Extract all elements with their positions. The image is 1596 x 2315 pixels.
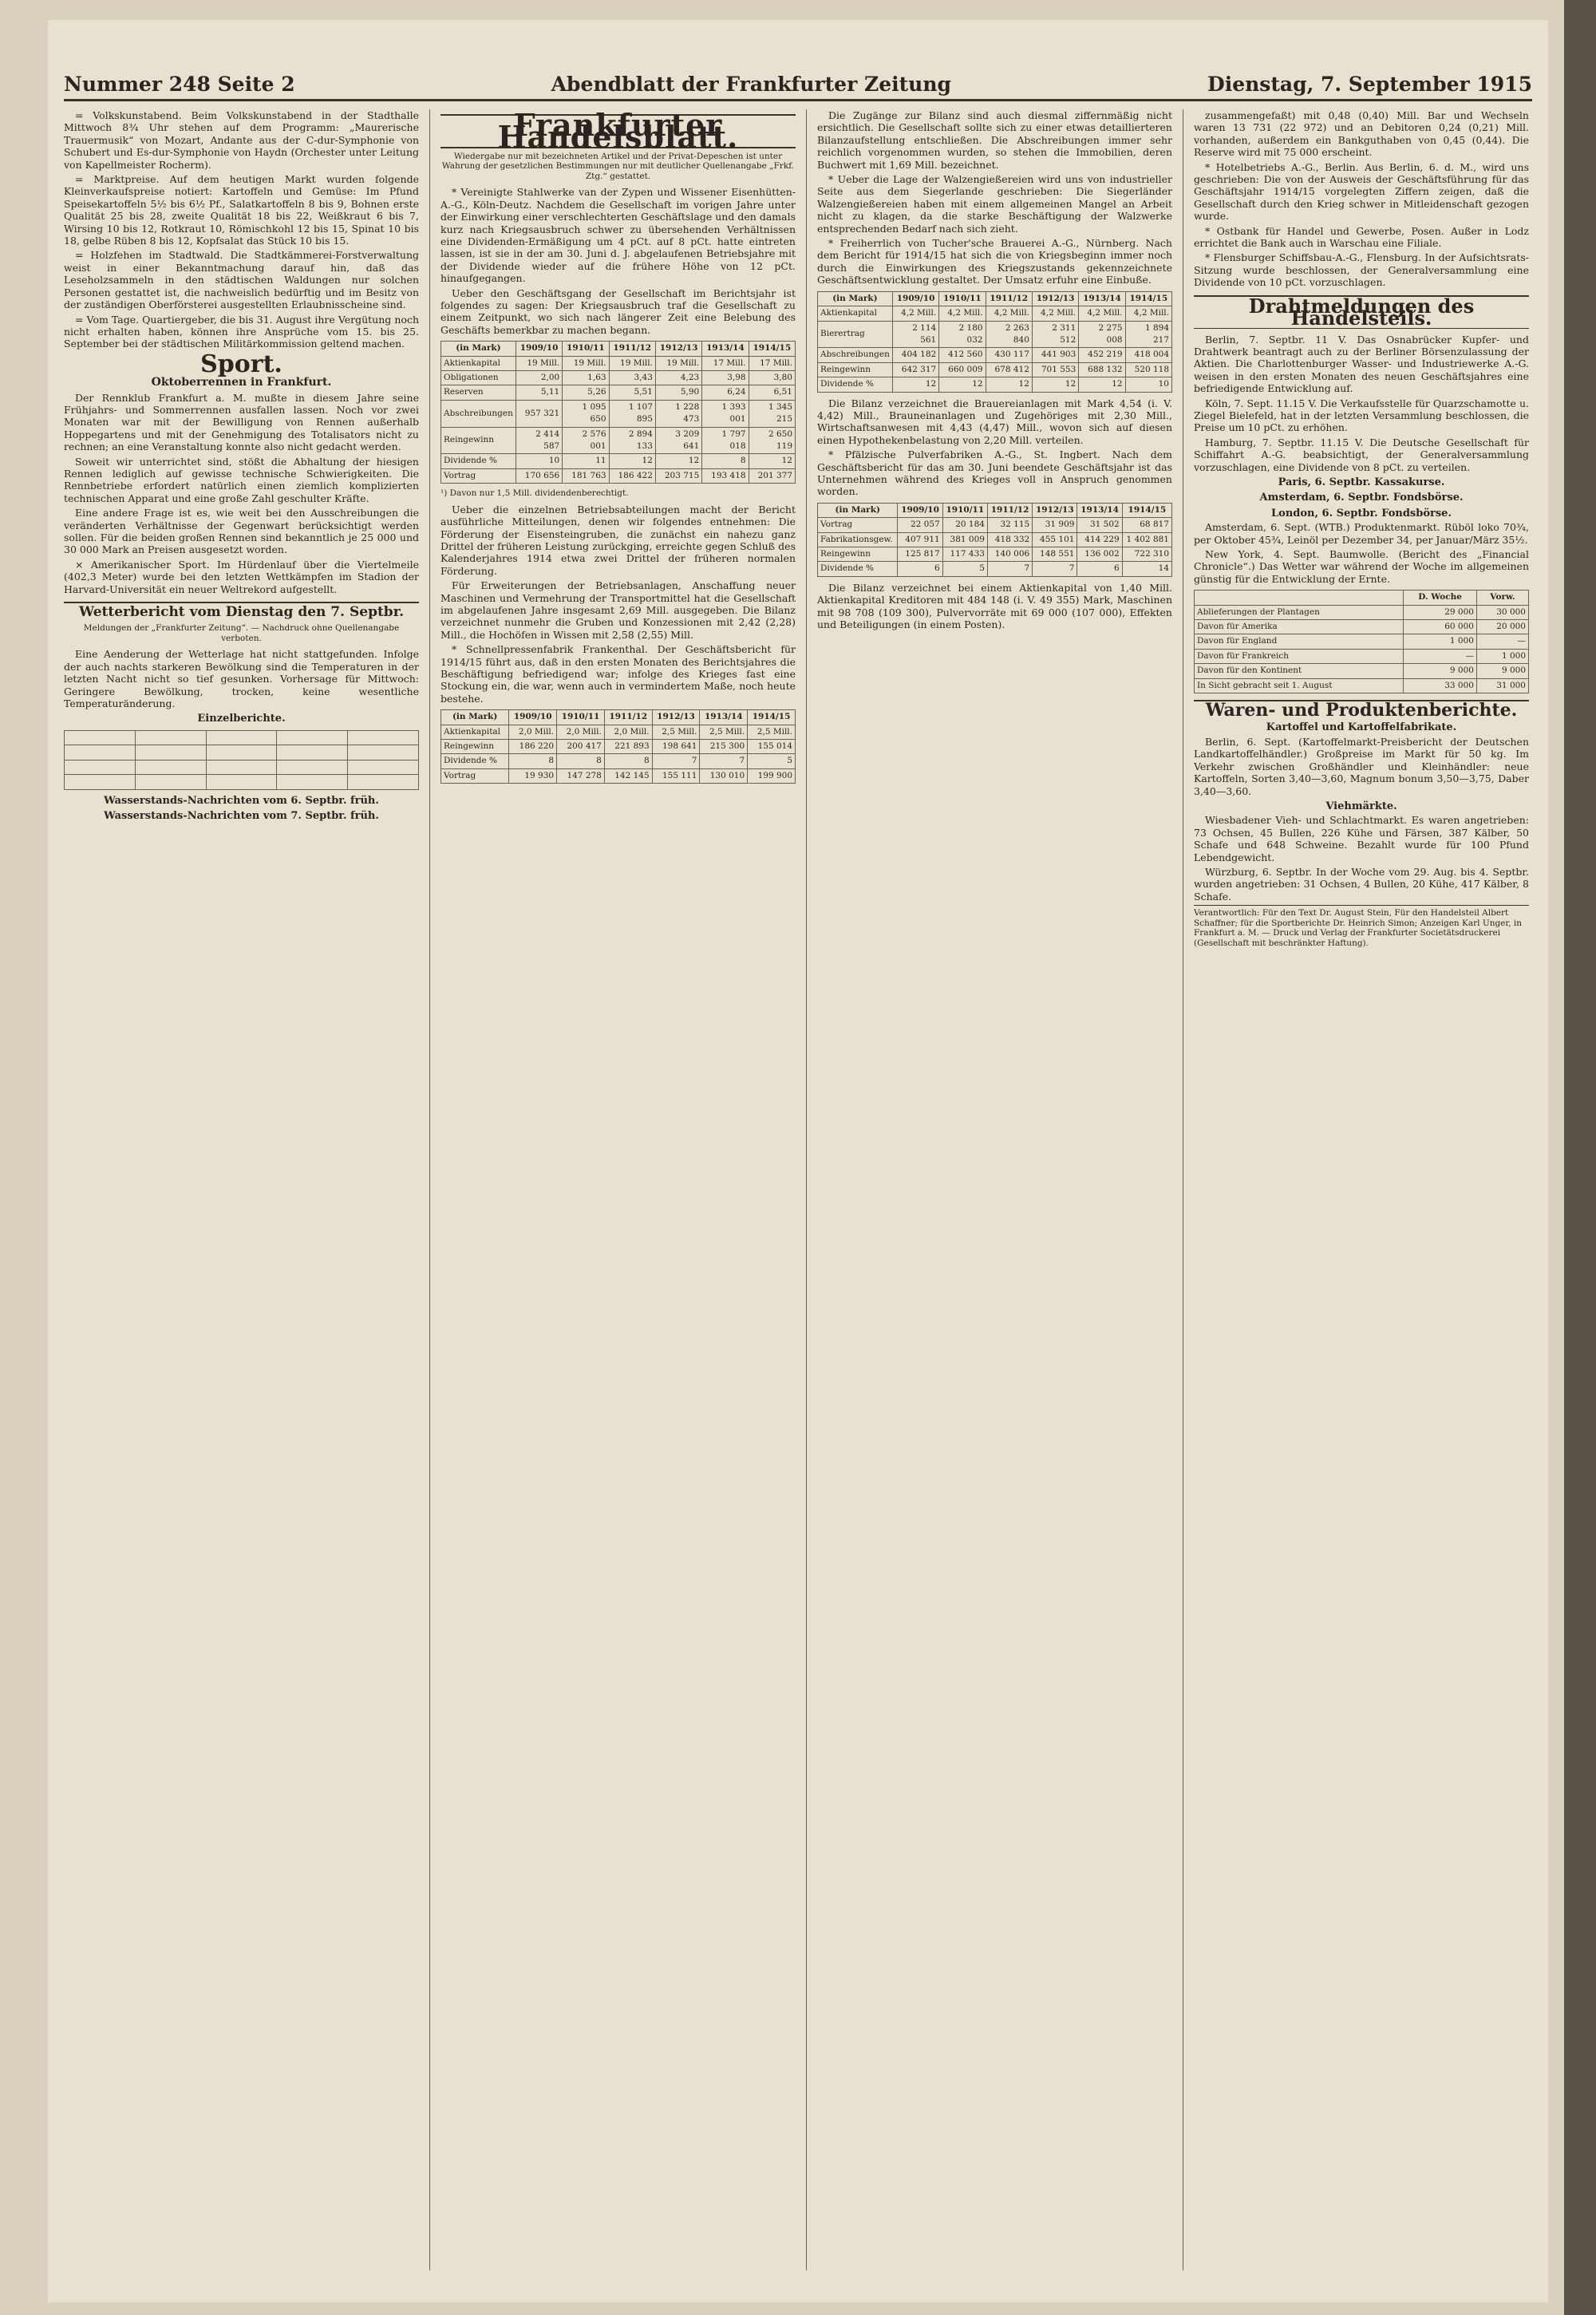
table-cell: Davon für England: [1195, 634, 1404, 649]
table-cell: 3 209 641: [655, 427, 701, 454]
table-row: [1195, 605, 1529, 619]
table-cell: 7: [1033, 562, 1077, 576]
table-cell: 12: [939, 377, 986, 392]
table-cell: 19 Mill.: [516, 356, 562, 370]
table-cell: 688 132: [1079, 362, 1125, 377]
table-cell: 1 797 018: [702, 427, 749, 454]
table-cell: 4,2 Mill.: [986, 306, 1032, 321]
table-cell: Reingewinn: [441, 427, 516, 454]
table-cell: 19 Mill.: [563, 356, 609, 370]
table-cell: 2,5 Mill.: [748, 725, 796, 739]
table-header-cell: (in Mark): [441, 710, 509, 725]
table-cell: 12: [655, 454, 701, 468]
table-header-cell: Vorw.: [1476, 591, 1528, 605]
table-row: [818, 562, 1172, 576]
table-cell: Fabrikationsgew.: [818, 532, 898, 547]
wire-berlin: Berlin, 7. Septbr. 11 V. Das Osnabrücker Kupfer- und Drahtwerk beantragt auch zu der Berliner Börsenzulassung der Aktien. Die Charlottenburger Wasser- und Industriewerke A.-G. weisen in den ersten Monaten des neuen Geschäftsjahres eine befriedigende Entwicklung auf.: [1194, 333, 1529, 395]
table-cell: 2,0 Mill.: [509, 725, 557, 739]
table-cell: 14: [1122, 562, 1171, 576]
table-row: [1195, 678, 1529, 693]
table-cell: 19 Mill.: [655, 356, 701, 370]
table-cell: 6: [898, 562, 942, 576]
table-cell: 722 310: [1122, 547, 1171, 562]
article-hotelbetriebs: * Hotelbetriebs A.-G., Berlin. Aus Berlin, 6. d. M., wird uns geschrieben: Die von der Ausweis der Geschäftsführung für das Geschäftsjahr 1914/15 vorgelegten Ziffern zeigen, daß die Gesellschaft durch den Krieg schwer in Mitleidenschaft gezogen wurde.: [1194, 160, 1529, 223]
table-cell: 414 229: [1077, 532, 1122, 547]
table-row: [441, 427, 796, 454]
article-title-oktoberrennen: Oktoberrennen in Frankfurt.: [151, 376, 332, 389]
table-cell: 5,26: [563, 385, 609, 400]
table-cell: 1 393 001: [702, 400, 749, 427]
header-date: Dienstag, 7. September 1915: [1207, 73, 1532, 96]
table-cell: 8: [702, 454, 749, 468]
table-row: [441, 725, 796, 739]
table-cell: 4,2 Mill.: [1032, 306, 1078, 321]
imprint: Verantwortlich: Für den Text Dr. August Stein, Für den Handelsteil Albert Schaffner; für die Sportberichte Dr. Heinrich Simon; Anzeigen Karl Unger, in Frankfurt a. M. — Druck und Verlag der Frankfurter Societätsdruckerei (Gesellschaft mit beschränkter Haftung).: [1194, 905, 1529, 948]
table-cell: 2 311 512: [1032, 321, 1078, 348]
table-cell: 4,2 Mill.: [1125, 306, 1171, 321]
table-cell: 30 000: [1476, 605, 1528, 619]
table-cell: Vortrag: [818, 518, 898, 532]
table-header-cell: (in Mark): [818, 503, 898, 517]
table-header-cell: 1913/14: [702, 342, 749, 356]
page-edge: [1564, 0, 1596, 2315]
table-cell: Davon für Amerika: [1195, 620, 1404, 634]
table-cell: 1 345 215: [749, 400, 795, 427]
table-cell: 12: [1079, 377, 1125, 392]
table-row: [441, 740, 796, 754]
table-cell: 5: [748, 754, 796, 768]
table-cell: 407 911: [898, 532, 942, 547]
table-cell: 215 300: [700, 740, 748, 754]
table-cell: 2 576 001: [563, 427, 609, 454]
table-cell: 8: [509, 754, 557, 768]
table-header-cell: 1914/15: [749, 342, 795, 356]
table-cell: Reingewinn: [818, 362, 893, 377]
article-reserve: zusammengefaßt) mit 0,48 (0,40) Mill. Bar und Wechseln waren 13 731 (22 972) und an Debitoren 0,24 (0,21) Mill. vorhanden, außerdem ein Bankguthaben von 0,45 (0,44). Die Reserve wird mit 75 000 erscheint.: [1194, 109, 1529, 159]
article-schnellpressen: * Schnellpressenfabrik Frankenthal. Der Geschäftsbericht für 1914/15 führt aus, daß in den ersten Monaten des Berichtsjahres die Beschäftigung befriedigend war; infolge des Krieges fast eine Stockung ein, die war, wenn auch in vermindertem Maße, noch heute bestehe.: [440, 643, 796, 705]
trade-section-title: Frankfurter Handelsblatt.: [440, 114, 796, 148]
amsterdam-title: Amsterdam, 6. Septbr. Fondsbörse.: [1259, 492, 1464, 504]
article-vom-tage: = Vom Tage. Quartiergeber, die bis 31. August ihre Vergütung noch nicht erhalten haben, können ihre Ansprüche vom 15. bis 25. September bei der städtischen Militärkommission geltend machen.: [64, 313, 419, 350]
table-cell: Dividende %: [818, 377, 893, 392]
table-cell: 1 000: [1476, 649, 1528, 663]
table-cell: 1 228 473: [655, 400, 701, 427]
table-cell: 130 010: [700, 768, 748, 783]
table-cell: 441 903: [1032, 348, 1078, 362]
table-cell: 10: [1125, 377, 1171, 392]
table-cell: 6,51: [749, 385, 795, 400]
table-cell: 452 219: [1079, 348, 1125, 362]
table-header-cell: 1910/11: [942, 503, 987, 517]
table-cell: 136 002: [1077, 547, 1122, 562]
table-cell: 455 101: [1033, 532, 1077, 547]
table-cell: 2,5 Mill.: [652, 725, 700, 739]
table-cell: —: [1476, 634, 1528, 649]
table-row: [441, 754, 796, 768]
table-cell: 22 057: [898, 518, 942, 532]
table-cell: 701 553: [1032, 362, 1078, 377]
stahlwerke-table-note: ¹) Davon nur 1,5 Mill. dividendenberechtigt.: [440, 488, 629, 499]
table-cell: 19 930: [509, 768, 557, 783]
article-oktoberrennen-p1: Der Rennklub Frankfurt a. M. mußte in diesem Jahre seine Frühjahrs- und Sommerrennen ausfallen lassen. Noch vor zwei Monaten war mit der Bewilligung von Rennen außerhalb Hoppegartens und mit der Genehmigung des Totalisators nicht zu rechnen; an eine Veranstaltung konnte also nicht gedacht werden.: [64, 391, 419, 453]
table-cell: Dividende %: [441, 454, 516, 468]
table-cell: 678 412: [986, 362, 1032, 377]
table-cell: 5,90: [655, 385, 701, 400]
table-cell: 155 014: [748, 740, 796, 754]
table-cell: 430 117: [986, 348, 1032, 362]
table-cell: 20 000: [1476, 620, 1528, 634]
table-cell: 1 894 217: [1125, 321, 1171, 348]
table-row: [441, 468, 796, 483]
table-row: [818, 321, 1172, 348]
table-cell: 4,2 Mill.: [1079, 306, 1125, 321]
table-cell: 7: [987, 562, 1032, 576]
table-cell: 2,0 Mill.: [557, 725, 605, 739]
table-cell: 155 111: [652, 768, 700, 783]
table-cell: 1 095 650: [563, 400, 609, 427]
article-stahlwerke-p3: Ueber die einzelnen Betriebsabteilungen macht der Bericht ausführliche Mitteilungen, denen wir folgendes entnehmen: Die Förderung der Eisensteingruben, die zunächst ein nahezu ganz Drittel der früheren Leistung zurückging, erreichte gegen Schluß des Kalenderjahres 1914 etwa zwei Drittel der früheren normalen Förderung.: [440, 503, 796, 577]
table-cell: Aktienkapital: [441, 725, 509, 739]
wire-koeln: Köln, 7. Sept. 11.15 V. Die Verkaufsstelle für Quarzschamotte u. Ziegel Bielefeld, hat in der letzten Versammlung beschlossen, die Preise um 10 pCt. zu erhöhen.: [1194, 397, 1529, 434]
amsterdam-produktenmarkt: Amsterdam, 6. Sept. (WTB.) Produktenmarkt. Rüböl loko 70¾, per Oktober 45¾, Leinöl per Dezember 34, per Januar/März 35½.: [1194, 521, 1529, 546]
table-cell: 2 650 119: [749, 427, 795, 454]
table-cell: 203 715: [655, 468, 701, 483]
pulverfabriken-table: [817, 503, 1172, 577]
table-cell: 170 656: [516, 468, 562, 483]
table-cell: Dividende %: [441, 754, 509, 768]
wire-reports-title: Drahtmeldungen des Handelsteils.: [1194, 295, 1529, 329]
table-cell: 5: [942, 562, 987, 576]
weather-report-note: Meldungen der „Frankfurter Zeitung“. — Nachdruck ohne Quellenangabe verboten.: [83, 623, 400, 643]
table-header-cell: [1195, 591, 1404, 605]
article-flensburger: * Flensburger Schiffsbau-A.-G., Flensburg. In der Aufsichtsrats-Sitzung wurde beschlossen, der Generalversammlung eine Dividende von 10 pCt. vorzuschlagen.: [1194, 251, 1529, 289]
trade-section-note: Wiedergabe nur mit bezeichneten Artikel und der Privat-Depeschen ist unter Wahrung der gesetzlichen Bestimmungen nur mit deutlicher Quellenangabe „Frkf. Ztg.“ gestattet.: [441, 151, 795, 181]
table-cell: 4,2 Mill.: [939, 306, 986, 321]
table-cell: 60 000: [1404, 620, 1477, 634]
table-header-cell: 1914/15: [748, 710, 796, 725]
table-cell: 1 402 881: [1122, 532, 1171, 547]
article-pulverfabriken: * Pfälzische Pulverfabriken A.-G., St. Ingbert. Nach dem Geschäftsbericht für das am 30. Juni beendete Geschäftsjahr ist das Unternehmen während des Krieges voll in Anspruch genommen worden.: [817, 448, 1172, 498]
table-header-cell: (in Mark): [441, 342, 516, 356]
table-header-cell: D. Woche: [1404, 591, 1477, 605]
table-cell: 142 145: [604, 768, 652, 783]
table-cell: 3,80: [749, 371, 795, 385]
table-cell: —: [1404, 649, 1477, 663]
table-cell: 12: [986, 377, 1032, 392]
table-cell: 29 000: [1404, 605, 1477, 619]
table-cell: 125 817: [898, 547, 942, 562]
table-cell: 68 817: [1122, 518, 1171, 532]
table-cell: 404 182: [892, 348, 938, 362]
table-cell: 198 641: [652, 740, 700, 754]
article-pulverfabriken-bilanz: Die Bilanz verzeichnet bei einem Aktienkapital von 1,40 Mill. Aktienkapital Kreditoren mit 484 148 (i. V. 49 355) Mark, Maschinen mit 98 708 (109 300), Pulvervorräte mit 69 000 (107 000), Effekten und Beteiligungen (in einem Posten).: [817, 581, 1172, 631]
table-header-cell: 1911/12: [987, 503, 1032, 517]
table-row: [441, 454, 796, 468]
table-header-cell: 1909/10: [898, 503, 942, 517]
table-cell: 200 417: [557, 740, 605, 754]
table-cell: Aktienkapital: [441, 356, 516, 370]
table-header-cell: 1912/13: [1033, 503, 1077, 517]
table-cell: 2 263 840: [986, 321, 1032, 348]
table-cell: 186 422: [609, 468, 655, 483]
column-local-news: [64, 109, 419, 2270]
vieh-wiesbaden: Wiesbadener Vieh- und Schlachtmarkt. Es waren angetrieben: 73 Ochsen, 45 Bullen, 226 Kühe und Färsen, 387 Kälber, 50 Schafe und 648 Schweine. Bezahlt wurde für 100 Pfund Lebendgewicht.: [1194, 814, 1529, 863]
table-cell: 2 180 032: [939, 321, 986, 348]
page-header: [64, 69, 1532, 101]
table-cell: 2 275 008: [1079, 321, 1125, 348]
table-cell: 7: [700, 754, 748, 768]
table-cell: Davon für Frankreich: [1195, 649, 1404, 663]
table-row: [1195, 634, 1529, 649]
article-volkskunstabend: = Volkskunstabend. Beim Volkskunstabend in der Stadthalle Mittwoch 8¾ Uhr stehen auf dem Programm: „Maurerische Trauermusik“ von Mozart, Andante aus der C-dur-Symphonie von Schubert und Es-dur-Symphonie von Haydn (Orchester unter Leitung von Kapellmeister Rocherm).: [64, 109, 419, 171]
table-cell: 19 Mill.: [609, 356, 655, 370]
table-cell: 418 332: [987, 532, 1032, 547]
table-cell: 2 414 587: [516, 427, 562, 454]
table-cell: 17 Mill.: [702, 356, 749, 370]
table-cell: Abschreibungen: [441, 400, 516, 427]
table-row: [1195, 649, 1529, 663]
table-cell: 2 894 133: [609, 427, 655, 454]
cotton-table: [1194, 590, 1529, 693]
table-cell: Vortrag: [441, 468, 516, 483]
newyork-baumwolle: New York, 4. Sept. Baumwolle. (Bericht des „Financial Chronicle“.) Das Wetter war während der Woche im allgemeinen günstig für die Entwicklung der Ernte.: [1194, 548, 1529, 585]
article-stahlwerke-p4: Für Erweiterungen der Betriebsanlagen, Anschaffung neuer Maschinen und Vermehrung der Transportmittel hat die Gesellschaft im abgelaufenen Jahre insgesamt 2,69 Mill. ausgegeben. Die Bilanz verzeichnet nunmehr die Gruben und Konzessionen mit 2,42 (2,28) Mill., die Hochöfen in Wissen mit 2,58 (2,55) Mill.: [440, 579, 796, 641]
table-row: [441, 371, 796, 385]
table-row: [818, 377, 1172, 392]
weather-details-table: [64, 730, 419, 790]
table-header-cell: 1912/13: [652, 710, 700, 725]
table-cell: 1 000: [1404, 634, 1477, 649]
table-cell: 12: [609, 454, 655, 468]
table-cell: 642 317: [892, 362, 938, 377]
table-cell: 4,2 Mill.: [892, 306, 938, 321]
article-oktoberrennen-p3: Eine andere Frage ist es, wie weit bei den Ausschreibungen die veränderten Verhältnisse der Gegenwart berücksichtigt werden sollen. Für die beiden großen Rennen sind bekanntlich je 25 000 und 30 000 Mark an Preisen ausgesetzt worden.: [64, 507, 419, 556]
table-cell: 8: [557, 754, 605, 768]
table-cell: 20 184: [942, 518, 987, 532]
table-cell: 31 000: [1476, 678, 1528, 693]
table-header-cell: 1912/13: [655, 342, 701, 356]
column-divider: [806, 109, 807, 2270]
table-cell: 7: [652, 754, 700, 768]
table-cell: 140 006: [987, 547, 1032, 562]
table-cell: 418 004: [1125, 348, 1171, 362]
table-cell: 412 560: [939, 348, 986, 362]
header-publication: Abendblatt der Frankfurter Zeitung: [551, 73, 951, 96]
table-cell: 3,98: [702, 371, 749, 385]
schnellpressen-table: [440, 709, 796, 784]
kartoffel-title: Kartoffel und Kartoffelfabrikate.: [1266, 721, 1457, 734]
article-tucher-bilanz: Die Bilanz verzeichnet die Brauereianlagen mit Mark 4,54 (i. V. 4,42) Mill., Brauneinanlagen und Zugehöriges mit 2,30 Mill., Wirtschaftsanwesen mit 4,43 (4,47) Mill., wovon sich auf diesen einen Hypothekenbelastung von 2,20 Mill. verteilen.: [817, 397, 1172, 446]
table-cell: 4,23: [655, 371, 701, 385]
table-cell: 12: [1032, 377, 1078, 392]
table-cell: 8: [604, 754, 652, 768]
table-cell: 193 418: [702, 468, 749, 483]
table-cell: 6,24: [702, 385, 749, 400]
table-cell: 1,63: [563, 371, 609, 385]
table-cell: 32 115: [987, 518, 1032, 532]
table-header-cell: (in Mark): [818, 291, 893, 306]
table-cell: 17 Mill.: [749, 356, 795, 370]
table-row: [1195, 620, 1529, 634]
weather-details-title: Einzelberichte.: [197, 713, 286, 725]
table-header-cell: 1911/12: [609, 342, 655, 356]
weather-report-text: Eine Aenderung der Wetterlage hat nicht stattgefunden. Infolge der auch nachts starkeren Bewölkung sind die Temperaturen in der letzten Nacht nicht so tief gesunken. Vorhersage für Mittwoch: Geringere Bewölkung, trocken, keine wesentliche Temperaturänderung.: [64, 648, 419, 710]
table-row: [441, 356, 796, 370]
newspaper-page: [48, 20, 1548, 2302]
vieh-wuerzburg: Würzburg, 6. Septbr. In der Woche vom 29. Aug. bis 4. Septbr. wurden angetrieben: 31 Ochsen, 4 Bullen, 20 Kühe, 417 Kälber, 8 Schafe.: [1194, 865, 1529, 903]
london-title: London, 6. Septbr. Fondsbörse.: [1271, 507, 1452, 519]
column-trade-2: [817, 109, 1172, 2270]
waren-title: Waren- und Produktenberichte.: [1194, 700, 1529, 717]
table-row: [441, 385, 796, 400]
table-cell: 117 433: [942, 547, 987, 562]
table-cell: Reserven: [441, 385, 516, 400]
table-row: [441, 768, 796, 783]
table-cell: Dividende %: [818, 562, 898, 576]
table-cell: 33 000: [1404, 678, 1477, 693]
table-header-cell: 1913/14: [1079, 291, 1125, 306]
table-cell: 10: [516, 454, 562, 468]
article-tucher-brauerei: * Freiherrlich von Tucher'sche Brauerei A.-G., Nürnberg. Nach dem Bericht für 1914/15 hat sich die von Kriegsbeginn immer noch durch die Einwirkungen des Kriegszustands gekennzeichnete Geschäftsentwicklung gestaltet. Der Umsatz erfuhr eine Einbuße.: [817, 237, 1172, 286]
table-header-cell: 1910/11: [939, 291, 986, 306]
table-cell: Davon für den Kontinent: [1195, 664, 1404, 678]
water-levels-title-2: Wasserstands-Nachrichten vom 7. Septbr. früh.: [104, 809, 379, 822]
table-cell: 12: [749, 454, 795, 468]
table-row: [818, 532, 1172, 547]
table-header-cell: 1913/14: [700, 710, 748, 725]
article-stahlwerke-p2: Ueber den Geschäftsgang der Gesellschaft im Berichtsjahr ist folgendes zu sagen: Der Kriegsausbruch traf die Gesellschaft zu einem Zeitpunkt, wo sich nach längerer Zeit eine Belebung des Geschäfts bemerkbar zu machen begann.: [440, 286, 796, 336]
table-cell: Reingewinn: [441, 740, 509, 754]
table-cell: 147 278: [557, 768, 605, 783]
table-cell: 12: [892, 377, 938, 392]
table-header-cell: 1914/15: [1122, 503, 1171, 517]
stahlwerke-table: [440, 341, 796, 484]
table-row: [818, 306, 1172, 321]
paris-title: Paris, 6. Septbr. Kassakurse.: [1278, 476, 1445, 488]
table-header-cell: 1911/12: [604, 710, 652, 725]
table-cell: 957 321: [516, 400, 562, 427]
article-bilanz: Die Zugänge zur Bilanz sind auch diesmal ziffernmäßig nicht ersichtlich. Die Gesellschaft sollte sich zu einer etwas detaillierteren Bilanzaufstellung entschließen. Die Abschreibungen immer sehr reichlich vorgenommen wurden, so stehen die Immobilien, deren Buchwert mit 1,69 Mill. bezeichnet.: [817, 109, 1172, 171]
table-cell: 2,00: [516, 371, 562, 385]
table-cell: Reingewinn: [818, 547, 898, 562]
section-title-sport: Sport.: [200, 350, 282, 378]
table-header-cell: 1910/11: [557, 710, 605, 725]
table-cell: 2 114 561: [892, 321, 938, 348]
table-row: [818, 547, 1172, 562]
table-cell: 2,5 Mill.: [700, 725, 748, 739]
article-ostbank: * Ostbank für Handel und Gewerbe, Posen. Außer in Lodz errichtet die Bank auch in Warschau eine Filiale.: [1194, 224, 1529, 250]
column-trade-1: [440, 109, 796, 2270]
table-cell: 181 763: [563, 468, 609, 483]
table-cell: Vortrag: [441, 768, 509, 783]
table-cell: 660 009: [939, 362, 986, 377]
table-cell: 9 000: [1476, 664, 1528, 678]
table-cell: In Sicht gebracht seit 1. August: [1195, 678, 1404, 693]
table-row: [818, 348, 1172, 362]
table-cell: 2,0 Mill.: [604, 725, 652, 739]
water-levels-title-1: Wasserstands-Nachrichten vom 6. Septbr. früh.: [104, 794, 379, 807]
table-cell: 9 000: [1404, 664, 1477, 678]
table-cell: Obligationen: [441, 371, 516, 385]
weather-report-title: Wetterbericht vom Dienstag den 7. Septbr.: [64, 602, 419, 618]
table-header-cell: 1912/13: [1032, 291, 1078, 306]
table-cell: 148 551: [1033, 547, 1077, 562]
table-row: [818, 518, 1172, 532]
header-page-number: Nummer 248 Seite 2: [64, 73, 295, 96]
article-oktoberrennen-p2: Soweit wir unterrichtet sind, stößt die Abhaltung der hiesigen Rennen lediglich auf gewisse technische Schwierigkeiten. Die Rennbetriebe erfordert natürlich einen ziemlich komplizierten technischen Apparat und eine große Zahl geschulter Kräfte.: [64, 455, 419, 504]
table-header-cell: 1909/10: [892, 291, 938, 306]
table-cell: 381 009: [942, 532, 987, 547]
article-stahlwerke-p1: * Vereinigte Stahlwerke van der Zypen und Wissener Eisenhütten-A.-G., Köln-Deutz. Nachdem die Gesellschaft im vorigen Jahre unter der Einwirkung einer verschlechterten Geschäftslage und den damals kurz nach Kriegsausbruch schwer zu übersehenden Verhältnissen eine Dividenden-Ermäßigung um 4 pCt. auf 8 pCt. hatte eintreten lassen, ist sie in der am 30. Juni d. J. abgelaufenen Betriebsjahre mit der Dividende wieder auf die frühere Höhe von 12 pCt. hinaufgegangen.: [440, 186, 796, 285]
article-holzlesen: = Holzfehen im Stadtwald. Die Stadtkämmerei-Forstverwaltung weist in einer Bekanntmachung darauf hin, daß das Leseholzsammeln in den städtischen Waldungen nur solchen Personen gestattet ist, die nachweislich bedürftig und im Besitz von der zuständigen Oberförsterei ausgestellten Erlaubnisscheine sind.: [64, 249, 419, 311]
column-divider: [429, 109, 430, 2270]
table-row: [441, 400, 796, 427]
table-header-cell: 1911/12: [986, 291, 1032, 306]
table-row: [1195, 664, 1529, 678]
table-cell: 221 893: [604, 740, 652, 754]
table-header-cell: 1910/11: [563, 342, 609, 356]
table-cell: 520 118: [1125, 362, 1171, 377]
table-cell: Ablieferungen der Plantagen: [1195, 605, 1404, 619]
table-cell: 11: [563, 454, 609, 468]
table-header-cell: 1909/10: [509, 710, 557, 725]
table-header-cell: 1909/10: [516, 342, 562, 356]
table-cell: 31 909: [1033, 518, 1077, 532]
table-cell: 6: [1077, 562, 1122, 576]
table-cell: 201 377: [749, 468, 795, 483]
wire-hamburg: Hamburg, 7. Septbr. 11.15 V. Die Deutsche Gesellschaft für Schiffahrt A.-G. beabsichtigt, der Generalversammlung vorzuschlagen, eine Dividende von 8 pCt. zu verteilen.: [1194, 436, 1529, 473]
kartoffel-berlin: Berlin, 6. Sept. (Kartoffelmarkt-Preisbericht der Deutschen Landkartoffelhändler.) Großpreise im Markt für 50 kg. Im Verkehr zwischen Großhändler und Kleinhändler: neue Kartoffeln, Sorten 3,40—3,60, Magnum bonum 3,50—3,75, Daber 3,40—3,60.: [1194, 735, 1529, 797]
table-cell: 31 502: [1077, 518, 1122, 532]
vieh-title: Viehmärkte.: [1325, 800, 1397, 812]
tucher-table: [817, 291, 1172, 393]
table-cell: Abschreibungen: [818, 348, 893, 362]
table-row: [818, 362, 1172, 377]
table-cell: 199 900: [748, 768, 796, 783]
table-cell: 5,51: [609, 385, 655, 400]
table-cell: Bierertrag: [818, 321, 893, 348]
table-cell: Aktienkapital: [818, 306, 893, 321]
table-header-cell: 1913/14: [1077, 503, 1122, 517]
article-amerikanischer-sport: × Amerikanischer Sport. Im Hürdenlauf über die Viertelmeile (402,3 Meter) wurde bei den letzten Wettkämpfen im Stadion der Harvard-Universität ein neuer Weltrekord aufgestellt.: [64, 558, 419, 595]
article-walzengiessereien: * Ueber die Lage der Walzengießereien wird uns von industrieller Seite aus dem Siegerlande geschrieben: Die Siegerländer Walzengießereien haben mit einem allgemeinen Mangel an Arbeit nicht zu klagen, da die starke Beschäftigung der Walzwerke entsprechenden Bedarf nach sich zieht.: [817, 173, 1172, 235]
column-trade-3: [1194, 109, 1529, 2270]
table-cell: 3,43: [609, 371, 655, 385]
table-cell: 1 107 895: [609, 400, 655, 427]
article-marktpreise: = Marktpreise. Auf dem heutigen Markt wurden folgende Kleinverkaufspreise notiert: Kartoffeln und Gemüse: Im Pfund Speisekartoffeln 5½ bis 6½ Pf., Salatkartoffeln 8 bis 9, Bohnen erste Qualität 25 bis 28, zweite Qualität 18 bis 22, Weißkraut 6 bis 7, Wirsing 10 bis 12, Rotkraut 10, Römischkohl 12 bis 15, Spinat 10 bis 18, gelbe Rüben 8 bis 12, Kopfsalat das Stück 10 bis 15.: [64, 173, 419, 247]
table-cell: 5,11: [516, 385, 562, 400]
table-header-cell: 1914/15: [1125, 291, 1171, 306]
table-cell: 186 220: [509, 740, 557, 754]
